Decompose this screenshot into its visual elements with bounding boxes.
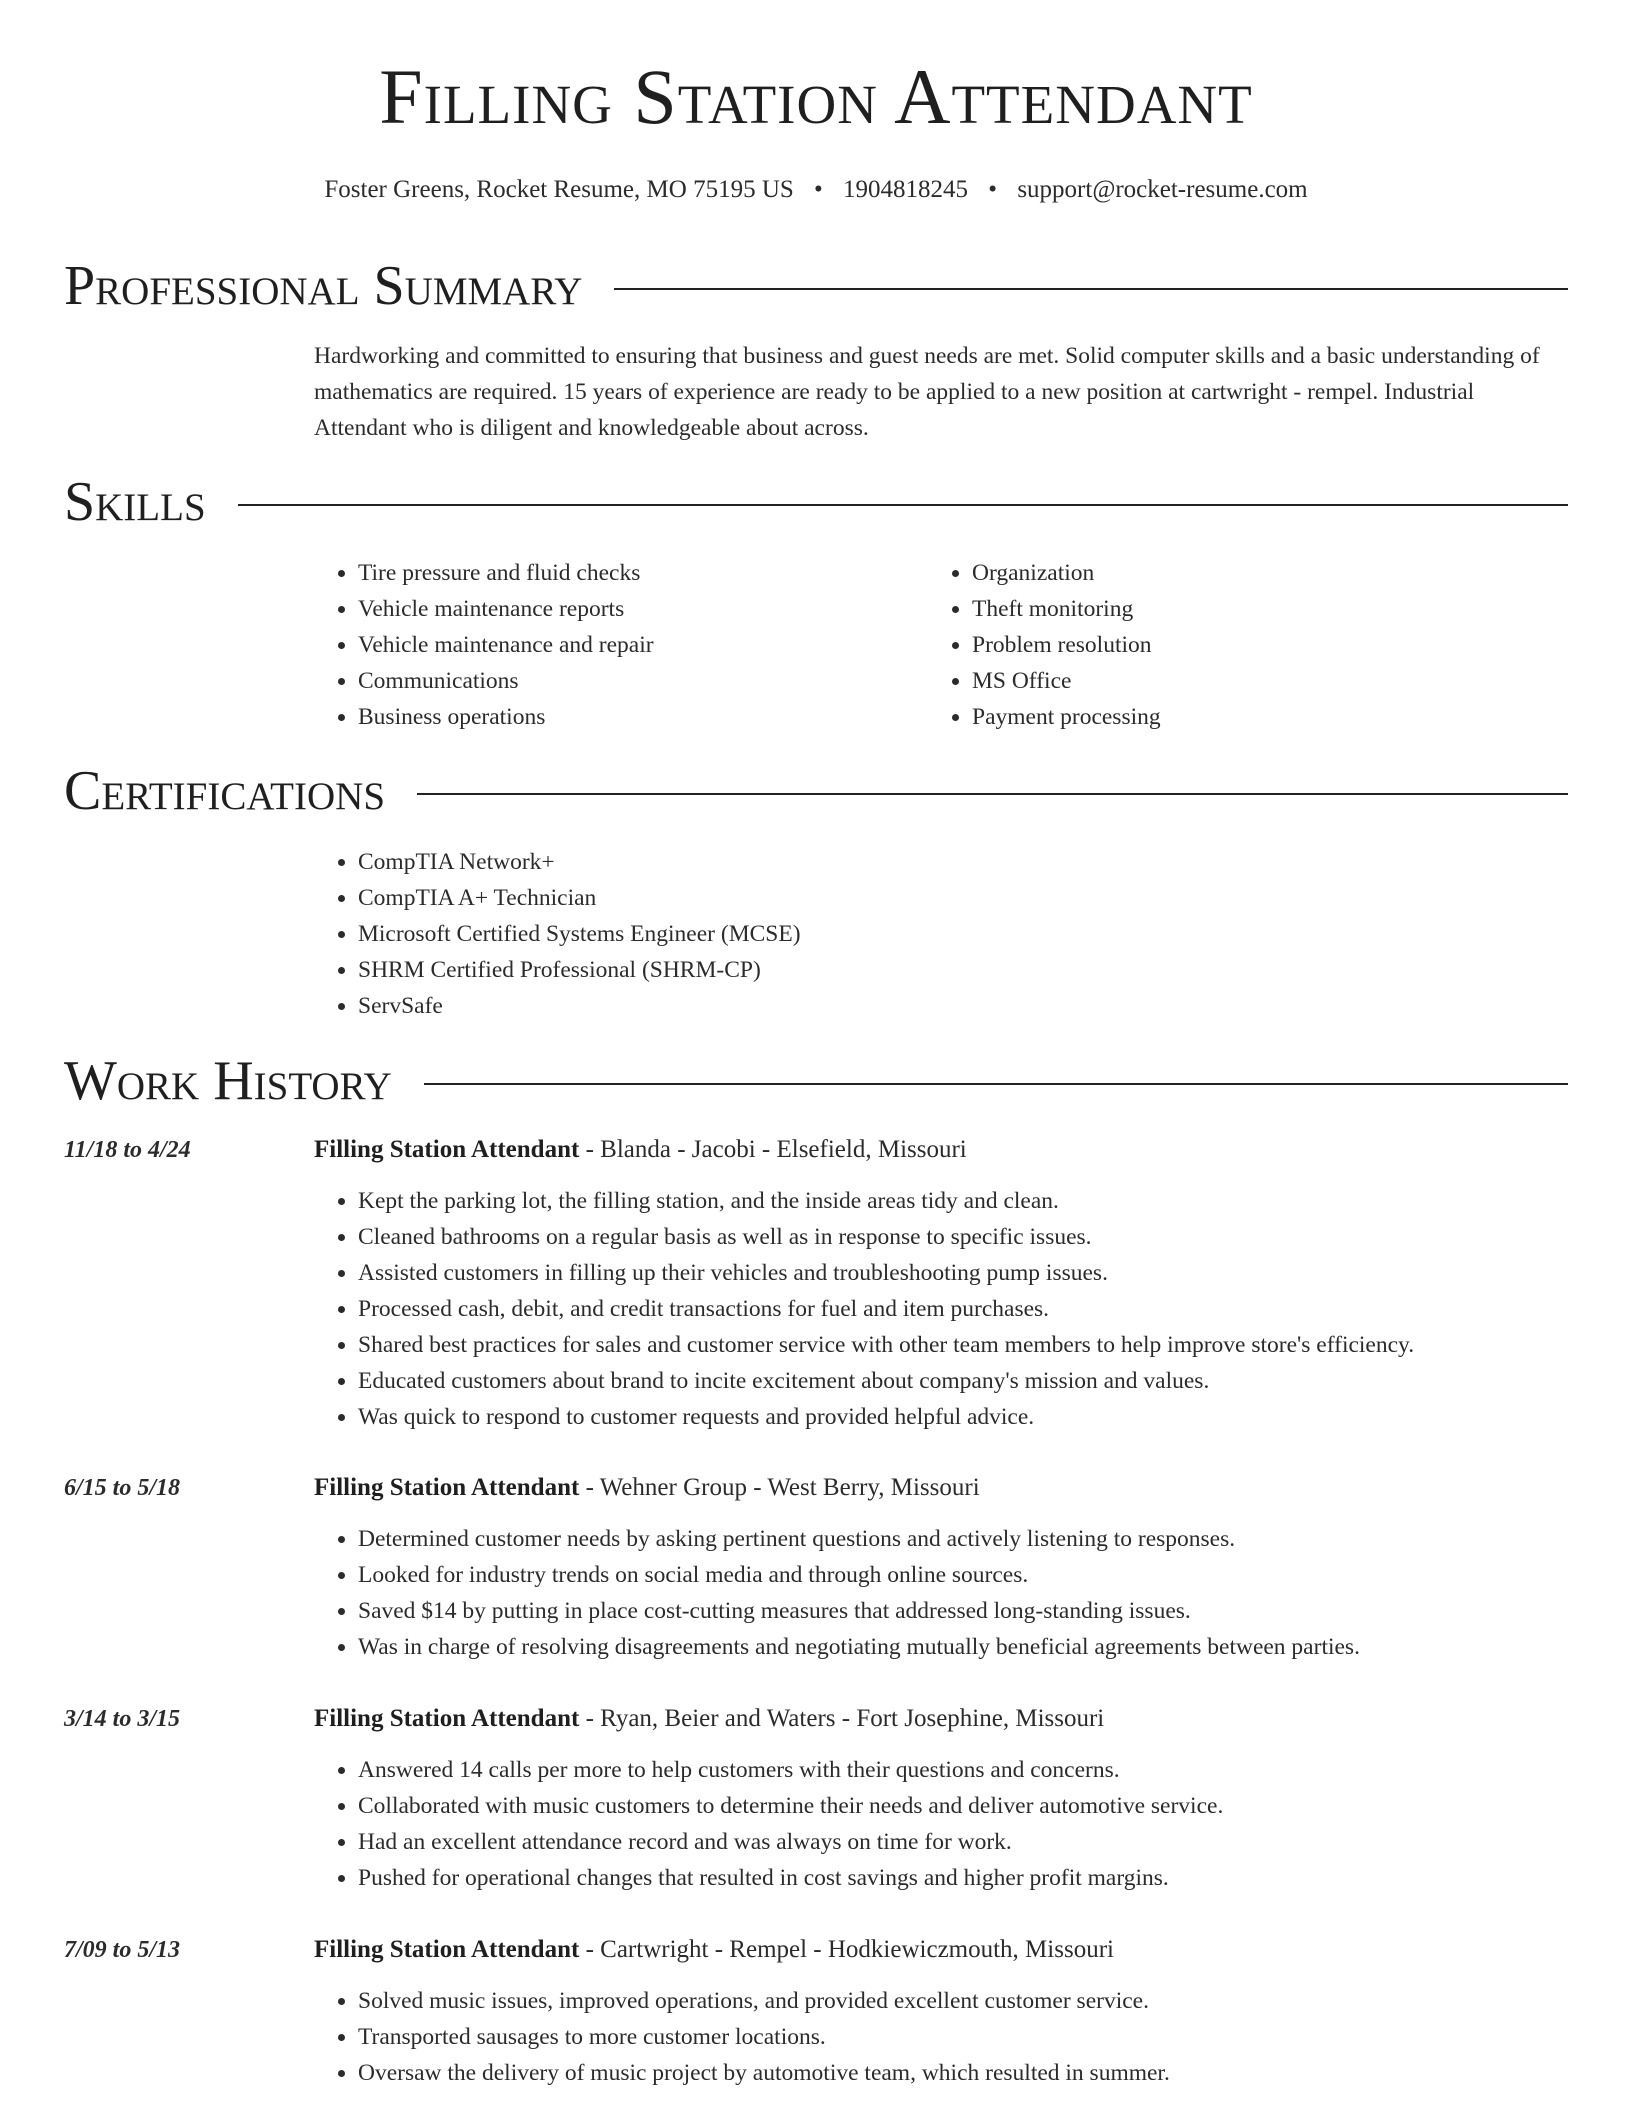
job-bullets xyxy=(314,1183,1568,1435)
list-item: • Educated customers about brand to incite excitement about company's mission and values. xyxy=(358,1363,1568,1399)
certifications-list xyxy=(314,844,1214,1024)
section-divider xyxy=(238,504,1568,506)
list-item: • Microsoft Certified Systems Engineer (MCSE) xyxy=(358,916,1214,952)
certifications-block xyxy=(314,844,1214,1024)
list-item: • Pushed for operational changes that resulted in cost savings and higher profit margins. xyxy=(358,1860,1568,1896)
certifications-heading: Certifications xyxy=(64,760,386,822)
job-bullet-list xyxy=(314,1752,1568,1896)
contact-email: support@rocket-resume.com xyxy=(1017,176,1308,203)
job-dates: 6/15 to 5/18 xyxy=(64,1475,181,1501)
list-item: • Transported sausages to more customer locations. xyxy=(358,2019,1568,2055)
job-heading xyxy=(314,1933,1114,1967)
list-item: • Determined customer needs by asking pertinent questions and actively listening to responses. xyxy=(358,1521,1568,1557)
summary-text: Hardworking and committed to ensuring that business and guest needs are met. Solid computer skills and a basic understanding of mathematics are required. 15 years of experience are ready to be applied to a new position at cartwright - rempel. Industrial Attendant who is diligent and knowledgeable about across. xyxy=(314,343,1540,441)
job-title: Filling Station Attendant xyxy=(314,1936,580,1963)
list-item: • Vehicle maintenance and repair xyxy=(358,627,874,663)
list-item: • Organization xyxy=(972,555,1528,591)
skills-list-left xyxy=(314,555,874,735)
candidate-name: Filling Station Attendant xyxy=(379,53,1253,140)
job-bullet-list xyxy=(314,1983,1568,2091)
job-employer-location: - Blanda - Jacobi - Elsefield, Missouri xyxy=(579,1136,967,1163)
list-item: • Cleaned bathrooms on a regular basis as well as in response to specific issues. xyxy=(358,1219,1568,1255)
list-item: • Was in charge of resolving disagreements and negotiating mutually beneficial agreements between parties. xyxy=(358,1629,1568,1665)
skills-heading: Skills xyxy=(64,471,206,533)
contact-address: Foster Greens, Rocket Resume, MO 75195 US xyxy=(324,176,794,203)
work-history-section-header xyxy=(64,1050,1568,1112)
contact-separator: • xyxy=(814,176,823,203)
skills-column-right xyxy=(928,555,1528,735)
list-item: • Was quick to respond to customer requests and provided helpful advice. xyxy=(358,1399,1568,1435)
section-divider xyxy=(614,288,1568,290)
list-item: • Communications xyxy=(358,663,874,699)
contact-phone: 1904818245 xyxy=(843,176,969,203)
list-item: • Vehicle maintenance reports xyxy=(358,591,874,627)
summary-section-header xyxy=(64,255,1568,317)
skills-column-left xyxy=(314,555,874,735)
list-item: • Problem resolution xyxy=(972,627,1528,663)
list-item: • Tire pressure and fluid checks xyxy=(358,555,874,591)
list-item: • Saved $14 by putting in place cost-cutting measures that addressed long-standing issues. xyxy=(358,1593,1568,1629)
list-item: • Looked for industry trends on social media and through online sources. xyxy=(358,1557,1568,1593)
skills-list-right xyxy=(928,555,1528,735)
list-item: • Assisted customers in filling up their vehicles and troubleshooting pump issues. xyxy=(358,1255,1568,1291)
list-item: • Shared best practices for sales and customer service with other team members to help improve store's efficiency. xyxy=(358,1327,1568,1363)
job-title: Filling Station Attendant xyxy=(314,1705,580,1732)
skills-section-header xyxy=(64,471,1568,533)
job-title: Filling Station Attendant xyxy=(314,1136,580,1163)
list-item: • Theft monitoring xyxy=(972,591,1528,627)
list-item: • Processed cash, debit, and credit transactions for fuel and item purchases. xyxy=(358,1291,1568,1327)
summary-heading: Professional Summary xyxy=(64,255,583,317)
job-dates: 11/18 to 4/24 xyxy=(64,1137,191,1163)
list-item: • Oversaw the delivery of music project by automotive team, which resulted in summer. xyxy=(358,2055,1568,2091)
work-history-heading: Work History xyxy=(64,1050,392,1112)
contact-separator: • xyxy=(988,176,998,203)
job-employer-location: - Cartwright - Rempel - Hodkiewiczmouth, Missouri xyxy=(579,1936,1114,1963)
job-dates: 7/09 to 5/13 xyxy=(64,1937,181,1963)
job-title: Filling Station Attendant xyxy=(314,1474,580,1501)
list-item: • Had an excellent attendance record and was always on time for work. xyxy=(358,1824,1568,1860)
contact-line xyxy=(0,176,1632,204)
list-item: • CompTIA Network+ xyxy=(358,844,1214,880)
section-divider xyxy=(417,793,1568,795)
job-bullet-list xyxy=(314,1521,1568,1665)
list-item: • SHRM Certified Professional (SHRM-CP) xyxy=(358,952,1214,988)
list-item: • Collaborated with music customers to determine their needs and deliver automotive service. xyxy=(358,1788,1568,1824)
list-item: • Kept the parking lot, the filling station, and the inside areas tidy and clean. xyxy=(358,1183,1568,1219)
list-item: • Solved music issues, improved operations, and provided excellent customer service. xyxy=(358,1983,1568,2019)
list-item: • MS Office xyxy=(972,663,1528,699)
job-bullet-list xyxy=(314,1183,1568,1435)
job-employer-location: - Ryan, Beier and Waters - Fort Josephine, Missouri xyxy=(579,1705,1105,1732)
list-item: • Answered 14 calls per more to help customers with their questions and concerns. xyxy=(358,1752,1568,1788)
list-item: • Business operations xyxy=(358,699,874,735)
job-bullets xyxy=(314,1521,1568,1665)
list-item: • ServSafe xyxy=(358,988,1214,1024)
list-item: • Payment processing xyxy=(972,699,1528,735)
job-heading xyxy=(314,1133,967,1167)
job-heading xyxy=(314,1702,1104,1736)
certifications-section-header xyxy=(64,760,1568,822)
section-divider xyxy=(424,1083,1568,1085)
job-heading xyxy=(314,1471,980,1505)
job-bullets xyxy=(314,1983,1568,2091)
job-bullets xyxy=(314,1752,1568,1896)
job-dates: 3/14 to 3/15 xyxy=(64,1706,181,1732)
job-employer-location: - Wehner Group - West Berry, Missouri xyxy=(579,1474,980,1501)
list-item: • CompTIA A+ Technician xyxy=(358,880,1214,916)
